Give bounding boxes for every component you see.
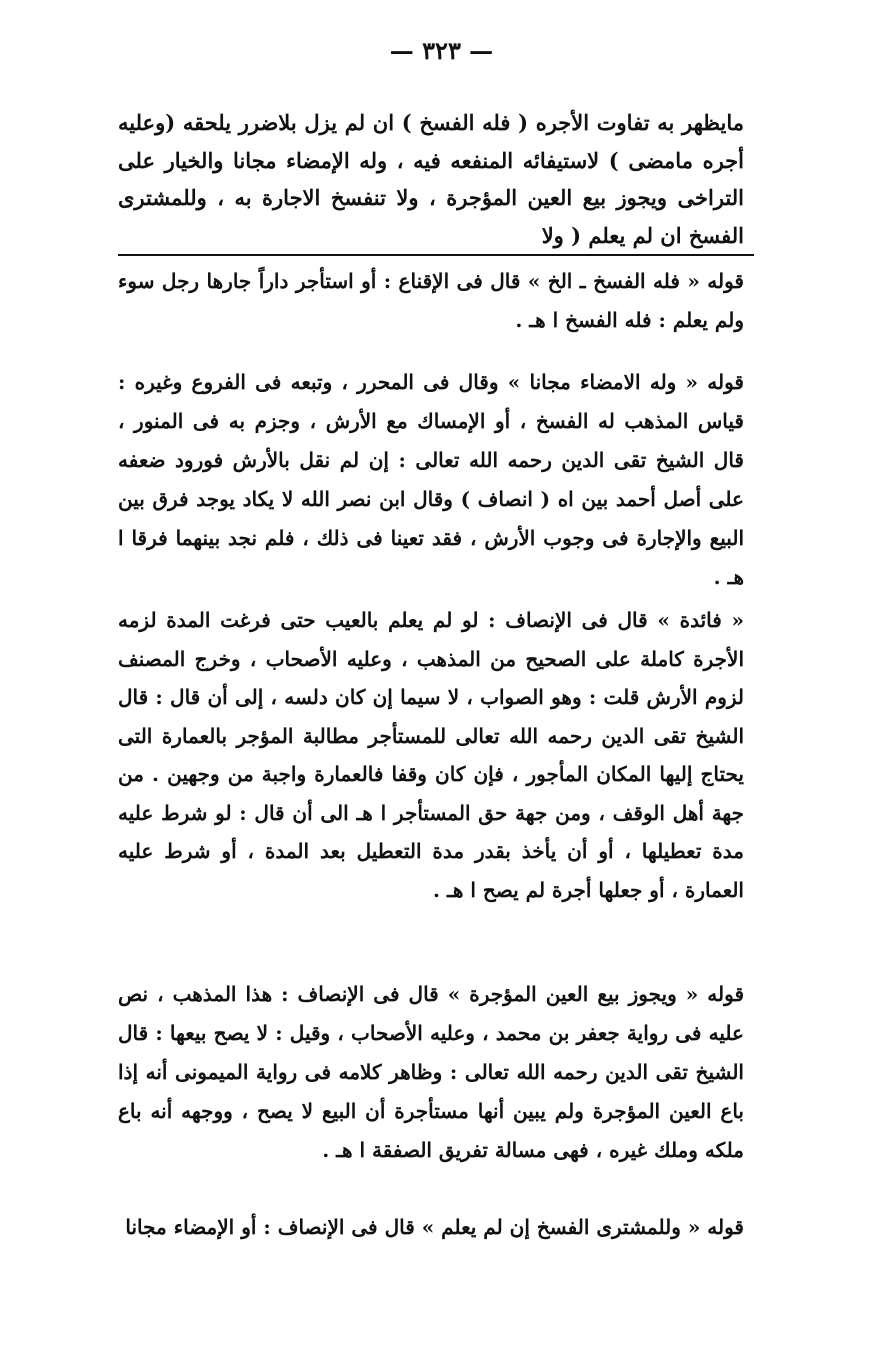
- main-text: [118, 104, 744, 254]
- commentary-paragraph-1: [118, 262, 744, 340]
- commentary-paragraph-4: [118, 975, 744, 1170]
- commentary-text: « فائدة » قال فى الإنصاف : لو لم يعلم بالعيب حتى فرغت المدة لزمه الأجرة كاملة على الصحيح من المذهب ، وعليه الأصحاب ، وخرج المصنف لزوم الأرش قلت : وهو الصواب ، لا سيما إن كان دلسه ، إلى أن قال : قال الشيخ تقى الدين رحمه الله تعالى للمستأجر مطالبة المؤجر بالعمارة التى يحتاج إليها المكان المأجور ، فإن كان وقفا فالعمارة واجبة من وجهين . من جهة أهل الوقف ، ومن جهة حق المستأجر ا هـ الى أن قال : لو شرط عليه مدة تعطيلها ، أو أن يأخذ بقدر مدة التعطيل بعد المدة ، أو شرط عليه العمارة ، أو جعلها أجرة لم يصح ا هـ .: [118, 608, 744, 902]
- commentary-text: قوله « ويجوز بيع العين المؤجرة » قال فى الإنصاف : هذا المذهب ، نص عليه فى رواية جعفر بن محمد ، وعليه الأصحاب ، وقيل : لا يصح بيعها : قال الشيخ تقى الدين رحمه الله تعالى : وظاهر كلامه فى رواية الميمونى أنه إذا باع العين المؤجرة ولم يبين أنها مستأجرة أن البيع لا يصح ، ووجهه أنه باع ملكه وملك غيره ، فهى مسالة تفريق الصفقة ا هـ .: [118, 982, 744, 1162]
- commentary-paragraph-5: [118, 1208, 744, 1247]
- commentary-text: قوله « فله الفسخ ـ الخ » قال فى الإقناع : أو استأجر داراً جارها رجل سوء ولم يعلم : فله الفسخ ا هـ .: [118, 269, 744, 332]
- commentary-paragraph-2: [118, 363, 744, 597]
- commentary-paragraph-3: [118, 601, 744, 909]
- commentary-text: قوله « وله الامضاء مجانا » وقال فى المحرر ، وتبعه فى الفروع وغيره : قياس المذهب له الفسخ ، أو الإمساك مع الأرش ، وجزم به فى المنور ، قال الشيخ تقى الدين رحمه الله تعالى : إن لم نقل بالأرش فورود ضعفه على أصل أحمد بين اه ( انصاف ) وقال ابن نصر الله لا يكاد يوجد فرق بين البيع والإجارة فى وجوب الأرش ، فقد تعينا فى ذلك ، فلم نجد بينهما فرقا ا هـ .: [118, 370, 744, 589]
- commentary-text: قوله « وللمشترى الفسخ إن لم يعلم » قال فى الإنصاف : أو الإمضاء مجانا: [125, 1215, 744, 1239]
- page-number: — ٣٢٣ —: [389, 36, 494, 65]
- separator-line: [118, 254, 754, 256]
- main-text-paragraph: مايظهر به تفاوت الأجره ( فله الفسخ ) ان لم يزل بلاضرر يلحقه (وعليه أجره مامضى ) لاستيفائه المنفعه فيه ، وله الإمضاء مجانا والخيار على التراخى ويجوز بيع العين المؤجرة ، ولا تنفسخ الاجارة به ، وللمشترى الفسخ ان لم يعلم ( ولا: [118, 110, 744, 248]
